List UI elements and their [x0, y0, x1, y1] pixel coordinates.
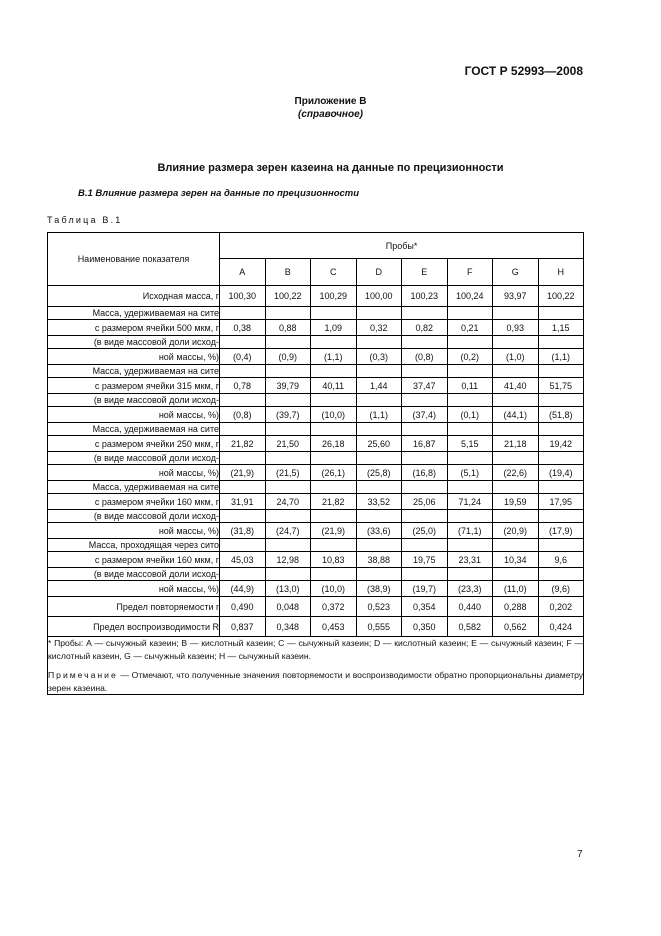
table-cell: 40,11: [311, 378, 357, 394]
table-cell: [356, 481, 402, 494]
sieve-group-row: [48, 436, 584, 452]
table-cell: 25,06: [402, 494, 448, 510]
indicator-name-header: Наименование показателя: [48, 233, 220, 286]
table-cell: [356, 539, 402, 552]
table-cell: (0,3): [356, 349, 402, 365]
table-cell: 100,24: [447, 286, 493, 307]
table-cell: [493, 510, 539, 523]
table-cell: [356, 307, 402, 320]
row-label: (в виде массовой доли исход-: [48, 510, 220, 523]
sieve-group-row: [48, 581, 584, 597]
table-cell: (11,0): [493, 581, 539, 597]
sieve-group-row: [48, 307, 584, 320]
table-cell: 1,44: [356, 378, 402, 394]
table-cell: [356, 452, 402, 465]
table-cell: [265, 365, 311, 378]
table-cell: 12,98: [265, 552, 311, 568]
table-label: Таблица В.1: [47, 215, 123, 225]
table-cell: (25,8): [356, 465, 402, 481]
sample-column-header: A: [220, 259, 266, 286]
table-cell: (71,1): [447, 523, 493, 539]
table-cell: 0,288: [493, 597, 539, 617]
table-cell: [265, 307, 311, 320]
table-cell: [447, 307, 493, 320]
table-cell: (37,4): [402, 407, 448, 423]
sieve-group-row: [48, 394, 584, 407]
table-cell: 41,40: [493, 378, 539, 394]
table-cell: 1,15: [538, 320, 584, 336]
table-cell: 100,22: [265, 286, 311, 307]
table-cell: [265, 510, 311, 523]
table-cell: [356, 394, 402, 407]
row-label: ной массы, %): [48, 465, 220, 481]
table-cell: 0,354: [402, 597, 448, 617]
table-cell: [311, 307, 357, 320]
table-cell: 37,47: [402, 378, 448, 394]
row-label: с размером ячейки 500 мкм, г: [48, 320, 220, 336]
row-label: ной массы, %): [48, 349, 220, 365]
sieve-group-row: [48, 568, 584, 581]
table-cell: [538, 481, 584, 494]
table-cell: (1,1): [538, 349, 584, 365]
table-cell: 21,82: [220, 436, 266, 452]
sieve-group-row: [48, 423, 584, 436]
row-label: с размером ячейки 160 мкм, г: [48, 494, 220, 510]
table-cell: (0,2): [447, 349, 493, 365]
row-label: Масса, удерживаемая на сите: [48, 481, 220, 494]
table-cell: 26,18: [311, 436, 357, 452]
sieve-group-row: [48, 349, 584, 365]
table-cell: 0,78: [220, 378, 266, 394]
table-cell: [402, 336, 448, 349]
table-cell: (20,9): [493, 523, 539, 539]
reproducibility-row: [48, 617, 584, 637]
footnote-cell: [48, 637, 584, 695]
row-label: с размером ячейки 250 мкм, г: [48, 436, 220, 452]
table-cell: 21,50: [265, 436, 311, 452]
table-cell: 19,75: [402, 552, 448, 568]
table-cell: [311, 394, 357, 407]
sieve-group-row: [48, 510, 584, 523]
table-cell: [311, 510, 357, 523]
row-label: ной массы, %): [48, 523, 220, 539]
table-cell: 0,82: [402, 320, 448, 336]
table-cell: [356, 336, 402, 349]
table-cell: [538, 336, 584, 349]
table-cell: 0,32: [356, 320, 402, 336]
row-label: Масса, удерживаемая на сите: [48, 423, 220, 436]
sample-column-header: G: [493, 259, 539, 286]
table-cell: [447, 423, 493, 436]
row-label: Масса, удерживаемая на сите: [48, 307, 220, 320]
table-cell: 0,372: [311, 597, 357, 617]
table-cell: 0,350: [402, 617, 448, 637]
table-cell: [311, 336, 357, 349]
table-cell: 21,82: [311, 494, 357, 510]
table-cell: 10,83: [311, 552, 357, 568]
table-cell: 39,79: [265, 378, 311, 394]
table-cell: 19,59: [493, 494, 539, 510]
table-cell: [447, 539, 493, 552]
table-cell: [356, 510, 402, 523]
table-cell: [447, 365, 493, 378]
table-cell: [447, 510, 493, 523]
sieve-group-row: [48, 320, 584, 336]
precision-table: [47, 232, 584, 695]
table-cell: [311, 423, 357, 436]
table-cell: [311, 481, 357, 494]
table-cell: 45,03: [220, 552, 266, 568]
table-cell: (26,1): [311, 465, 357, 481]
initial-mass-row: [48, 286, 584, 307]
row-label: с размером ячейки 160 мкм, г: [48, 552, 220, 568]
page-number: 7: [577, 849, 583, 860]
table-cell: 0,490: [220, 597, 266, 617]
table-cell: (22,6): [493, 465, 539, 481]
table-cell: 0,453: [311, 617, 357, 637]
table-cell: [402, 423, 448, 436]
table-cell: 0,440: [447, 597, 493, 617]
table-cell: [402, 539, 448, 552]
table-cell: [402, 481, 448, 494]
table-cell: (23,3): [447, 581, 493, 597]
row-label: с размером ячейки 315 мкм, г: [48, 378, 220, 394]
table-cell: [220, 394, 266, 407]
note-label: Примечание: [48, 670, 118, 680]
table-cell: (16,8): [402, 465, 448, 481]
table-cell: (19,4): [538, 465, 584, 481]
sample-column-header: F: [447, 259, 493, 286]
row-label: (в виде массовой доли исход-: [48, 452, 220, 465]
document-code: ГОСТ Р 52993—2008: [464, 64, 583, 78]
table-cell: [311, 539, 357, 552]
sieve-group-row: [48, 494, 584, 510]
table-cell: (33,6): [356, 523, 402, 539]
main-heading: Влияние размера зерен казеина на данные по прецизионности: [157, 162, 504, 174]
table-cell: [447, 394, 493, 407]
table-cell: [220, 568, 266, 581]
table-cell: (9,6): [538, 581, 584, 597]
table-cell: (1,0): [493, 349, 539, 365]
table-cell: 31,91: [220, 494, 266, 510]
table-cell: (21,5): [265, 465, 311, 481]
table-cell: 0,21: [447, 320, 493, 336]
annex-subtitle: (справочное): [298, 109, 363, 120]
table-cell: 19,42: [538, 436, 584, 452]
table-cell: (44,1): [493, 407, 539, 423]
row-label: ной массы, %): [48, 581, 220, 597]
samples-group-header: Пробы*: [220, 233, 584, 259]
table-cell: (0,8): [402, 349, 448, 365]
table-cell: 0,582: [447, 617, 493, 637]
row-label: Предел повторяемости r: [48, 597, 220, 617]
sieve-group-row: [48, 336, 584, 349]
table-cell: 0,88: [265, 320, 311, 336]
table-cell: 0,38: [220, 320, 266, 336]
table-cell: [220, 307, 266, 320]
table-cell: [447, 452, 493, 465]
table-cell: [265, 568, 311, 581]
sieve-group-row: [48, 407, 584, 423]
table-cell: 23,31: [447, 552, 493, 568]
table-cell: 9,6: [538, 552, 584, 568]
sample-column-header: H: [538, 259, 584, 286]
table-cell: [402, 365, 448, 378]
sieve-group-row: [48, 365, 584, 378]
table-cell: 100,00: [356, 286, 402, 307]
table-cell: (0,9): [265, 349, 311, 365]
row-label: (в виде массовой доли исход-: [48, 394, 220, 407]
table-cell: [447, 336, 493, 349]
sample-column-header: E: [402, 259, 448, 286]
table-cell: [538, 568, 584, 581]
table-cell: [447, 481, 493, 494]
table-cell: (38,9): [356, 581, 402, 597]
table-cell: (0,8): [220, 407, 266, 423]
table-cell: 100,29: [311, 286, 357, 307]
sieve-group-row: [48, 539, 584, 552]
row-label: Исходная масса, г: [48, 286, 220, 307]
table-cell: (21,9): [220, 465, 266, 481]
table-cell: 21,18: [493, 436, 539, 452]
table-cell: [538, 510, 584, 523]
table-cell: [220, 481, 266, 494]
row-label: Масса, удерживаемая на сите: [48, 365, 220, 378]
table-cell: (25,0): [402, 523, 448, 539]
table-cell: [265, 452, 311, 465]
table-cell: (17,9): [538, 523, 584, 539]
table-cell: [493, 394, 539, 407]
row-label: Предел воспроизводимости R: [48, 617, 220, 637]
sample-column-header: B: [265, 259, 311, 286]
table-cell: [538, 365, 584, 378]
table-cell: [538, 307, 584, 320]
table-cell: (51,8): [538, 407, 584, 423]
table-cell: 100,22: [538, 286, 584, 307]
footnote-row: [48, 637, 584, 695]
table-cell: [265, 394, 311, 407]
table-cell: [402, 568, 448, 581]
table-cell: [265, 336, 311, 349]
table-cell: [220, 336, 266, 349]
table-cell: [493, 568, 539, 581]
section-heading: В.1 Влияние размера зерен на данные по прецизионности: [78, 188, 360, 199]
table-cell: (10,0): [311, 407, 357, 423]
table-cell: [493, 539, 539, 552]
table-cell: 0,555: [356, 617, 402, 637]
table-cell: 0,837: [220, 617, 266, 637]
table-cell: [447, 568, 493, 581]
sieve-group-row: [48, 523, 584, 539]
table-cell: 38,88: [356, 552, 402, 568]
table-cell: 0,202: [538, 597, 584, 617]
table-cell: 93,97: [493, 286, 539, 307]
row-label: Масса, проходящая через сито: [48, 539, 220, 552]
table-cell: [402, 394, 448, 407]
repeatability-row: [48, 597, 584, 617]
table-cell: (5,1): [447, 465, 493, 481]
table-cell: 0,93: [493, 320, 539, 336]
footnote-text: * Пробы: А — сычужный казеин; В — кислотный казеин; С — сычужный казеин; D — кислотный казеин; Е — сычужный казеин; F — кислотный казеин, G — сычужный казеин; Н — сычужный казеин.: [48, 638, 584, 661]
sample-column-header: D: [356, 259, 402, 286]
sieve-group-row: [48, 452, 584, 465]
table-cell: 0,348: [265, 617, 311, 637]
table-cell: [265, 539, 311, 552]
table-cell: 16,87: [402, 436, 448, 452]
table-cell: [402, 452, 448, 465]
table-cell: [356, 423, 402, 436]
table-cell: [538, 539, 584, 552]
table-cell: [220, 539, 266, 552]
table-cell: 1,09: [311, 320, 357, 336]
table-cell: 100,30: [220, 286, 266, 307]
row-label: (в виде массовой доли исход-: [48, 568, 220, 581]
table-cell: 0,11: [447, 378, 493, 394]
table-cell: [493, 307, 539, 320]
table-cell: [311, 568, 357, 581]
table-cell: [356, 365, 402, 378]
table-cell: [493, 452, 539, 465]
table-cell: 100,23: [402, 286, 448, 307]
table-cell: 51,75: [538, 378, 584, 394]
table-cell: (19,7): [402, 581, 448, 597]
table-cell: [538, 394, 584, 407]
table-cell: [493, 336, 539, 349]
table-cell: [402, 307, 448, 320]
row-label: ной массы, %): [48, 407, 220, 423]
note-text: — Отмечают, что полученные значения повторяемости и воспроизводимости обратно пропорциональны диаметру зерен казеина.: [48, 670, 584, 693]
table-cell: [356, 568, 402, 581]
sieve-group-row: [48, 465, 584, 481]
table-cell: [311, 365, 357, 378]
table-cell: 71,24: [447, 494, 493, 510]
table-cell: (13,0): [265, 581, 311, 597]
table-cell: (1,1): [311, 349, 357, 365]
table-cell: 10,34: [493, 552, 539, 568]
table-cell: [265, 481, 311, 494]
table-cell: [493, 423, 539, 436]
table-cell: 5,15: [447, 436, 493, 452]
table-cell: (24,7): [265, 523, 311, 539]
table-cell: [220, 510, 266, 523]
note-paragraph: [48, 669, 583, 694]
table-cell: [311, 452, 357, 465]
row-label: (в виде массовой доли исход-: [48, 336, 220, 349]
table-cell: [538, 452, 584, 465]
table-cell: 0,523: [356, 597, 402, 617]
table-cell: 25,60: [356, 436, 402, 452]
table-cell: (39,7): [265, 407, 311, 423]
annex-title: Приложение В: [294, 96, 367, 107]
table-cell: (44,9): [220, 581, 266, 597]
table-cell: 24,70: [265, 494, 311, 510]
table-cell: 17,95: [538, 494, 584, 510]
table-cell: [493, 365, 539, 378]
table-cell: [493, 481, 539, 494]
table-cell: [402, 510, 448, 523]
table-cell: [265, 423, 311, 436]
table-cell: (0,1): [447, 407, 493, 423]
table-cell: (21,9): [311, 523, 357, 539]
sample-column-header: C: [311, 259, 357, 286]
table-cell: 33,52: [356, 494, 402, 510]
sieve-group-row: [48, 378, 584, 394]
table-cell: (10,0): [311, 581, 357, 597]
table-cell: [220, 423, 266, 436]
table-cell: [220, 365, 266, 378]
table-cell: (1,1): [356, 407, 402, 423]
sieve-group-row: [48, 552, 584, 568]
table-cell: 0,424: [538, 617, 584, 637]
table-cell: (31,8): [220, 523, 266, 539]
table-cell: 0,048: [265, 597, 311, 617]
table-cell: 0,562: [493, 617, 539, 637]
table-cell: (0,4): [220, 349, 266, 365]
sieve-group-row: [48, 481, 584, 494]
table-cell: [538, 423, 584, 436]
table-cell: [220, 452, 266, 465]
